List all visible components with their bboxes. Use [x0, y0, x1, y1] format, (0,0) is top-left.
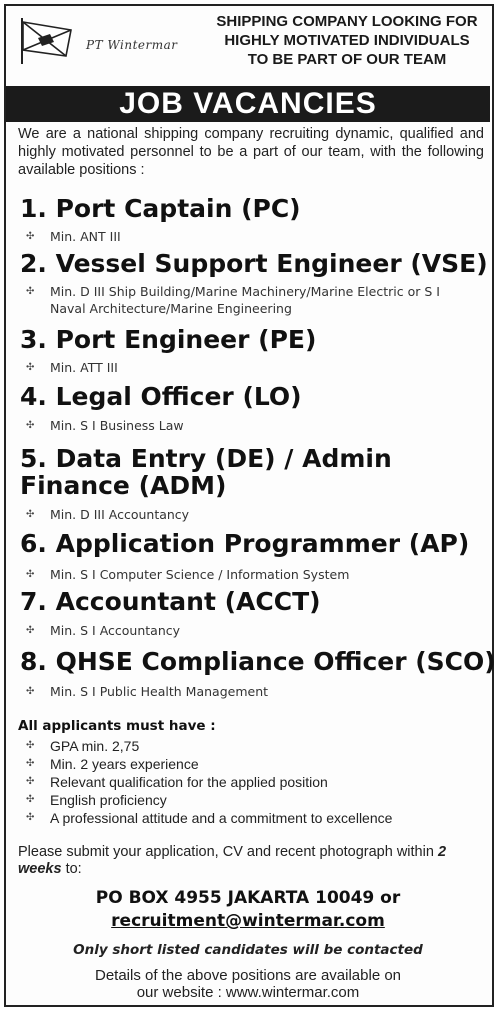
- tagline-line: HIGHLY MOTIVATED INDIVIDUALS: [224, 32, 470, 49]
- bullet-icon: ✣: [26, 758, 35, 769]
- postal-address: PO BOX 4955 JAKARTA 10049 or: [95, 888, 401, 908]
- bullet-icon: ✣: [26, 420, 35, 431]
- job-vacancies-banner: JOB VACANCIES: [6, 86, 490, 122]
- company-logo-text: PT Wintermar: [86, 38, 178, 52]
- bullet-icon: ✣: [26, 509, 35, 520]
- footer-line: our website : www.wintermar.com: [136, 984, 360, 1001]
- bullet-icon: ✣: [26, 625, 35, 636]
- requirement-text: Min. S I Public Health Management: [50, 684, 269, 699]
- submission-instructions: [18, 844, 484, 878]
- requirement-text: Min. D III Accountancy: [50, 507, 190, 522]
- bullet-icon: ✣: [26, 776, 35, 787]
- position-requirement: [26, 359, 466, 376]
- bullet-icon: ✣: [26, 812, 35, 823]
- list-item-text: Min. 2 years experience: [50, 756, 199, 772]
- ship-flag-logo-icon: [16, 16, 76, 66]
- list-item-text: Relevant qualification for the applied position: [50, 774, 328, 790]
- list-item: [26, 791, 486, 809]
- email-link[interactable]: recruitment@wintermar.com: [111, 911, 385, 931]
- bullet-icon: ✣: [26, 740, 35, 751]
- submission-text: Please submit your application, CV and recent photograph within: [18, 844, 438, 860]
- requirement-text: Min. S I Computer Science / Information System: [50, 567, 350, 582]
- tagline-line: SHIPPING COMPANY LOOKING FOR: [216, 13, 478, 30]
- requirement-text: Min. S I Accountancy: [50, 623, 181, 638]
- position-requirement: [26, 506, 466, 523]
- requirement-text: Min. S I Business Law: [50, 418, 184, 433]
- footer-line: Details of the above positions are available on: [94, 967, 402, 984]
- list-item: [26, 773, 486, 791]
- requirements-list: [26, 737, 486, 827]
- bullet-icon: ✣: [26, 686, 35, 697]
- tagline: [204, 12, 490, 69]
- requirement-text: Min. ANT III: [50, 229, 121, 244]
- intro-paragraph: We are a national shipping company recruiting dynamic, qualified and highly motivated personnel to be a part of our team, with the following available positions :: [18, 126, 484, 178]
- requirement-text: Min. ATT III: [50, 360, 118, 375]
- position-title-line: 5. Data Entry (DE) / Admin: [20, 444, 392, 473]
- submission-deadline: 2 weeks: [18, 844, 447, 877]
- requirements-heading: All applicants must have :: [18, 718, 216, 734]
- submission-text: to:: [61, 861, 82, 877]
- bullet-icon: ✣: [26, 362, 35, 373]
- bullet-icon: ✣: [26, 286, 35, 297]
- list-item-text: GPA min. 2,75: [50, 738, 140, 754]
- bullet-icon: ✣: [26, 794, 35, 805]
- position-title: 8. QHSE Compliance Officer (SCO): [20, 647, 496, 676]
- list-item-text: English proficiency: [50, 792, 167, 808]
- list-item-text: A professional attitude and a commitment to excellence: [50, 810, 393, 826]
- position-title: [20, 445, 392, 499]
- list-item: [26, 737, 486, 755]
- website-footer: [6, 967, 490, 1001]
- bullet-icon: ✣: [26, 569, 35, 580]
- bullet-icon: ✣: [26, 231, 35, 242]
- position-requirement: [26, 683, 466, 700]
- position-requirement: [26, 566, 466, 583]
- position-requirement: [26, 417, 466, 434]
- requirement-text: Min. D III Ship Building/Marine Machinery/Marine Electric or S I Naval Architecture/Marine Engineering: [50, 284, 440, 316]
- position-requirement: [26, 228, 466, 245]
- position-title: 3. Port Engineer (PE): [20, 325, 317, 354]
- position-title: 6. Application Programmer (AP): [20, 529, 470, 558]
- shortlist-note: Only short listed candidates will be contacted: [73, 942, 423, 958]
- position-requirement: [26, 283, 472, 317]
- position-title: 7. Accountant (ACCT): [20, 587, 321, 616]
- list-item: [26, 809, 486, 827]
- position-title: 1. Port Captain (PC): [20, 194, 301, 223]
- tagline-line: TO BE PART OF OUR TEAM: [247, 51, 447, 68]
- list-item: [26, 755, 486, 773]
- position-title-line: Finance (ADM): [20, 471, 227, 500]
- email-line: [6, 911, 490, 932]
- position-title: 2. Vessel Support Engineer (VSE): [20, 249, 488, 278]
- position-requirement: [26, 622, 466, 639]
- position-title: 4. Legal Officer (LO): [20, 382, 302, 411]
